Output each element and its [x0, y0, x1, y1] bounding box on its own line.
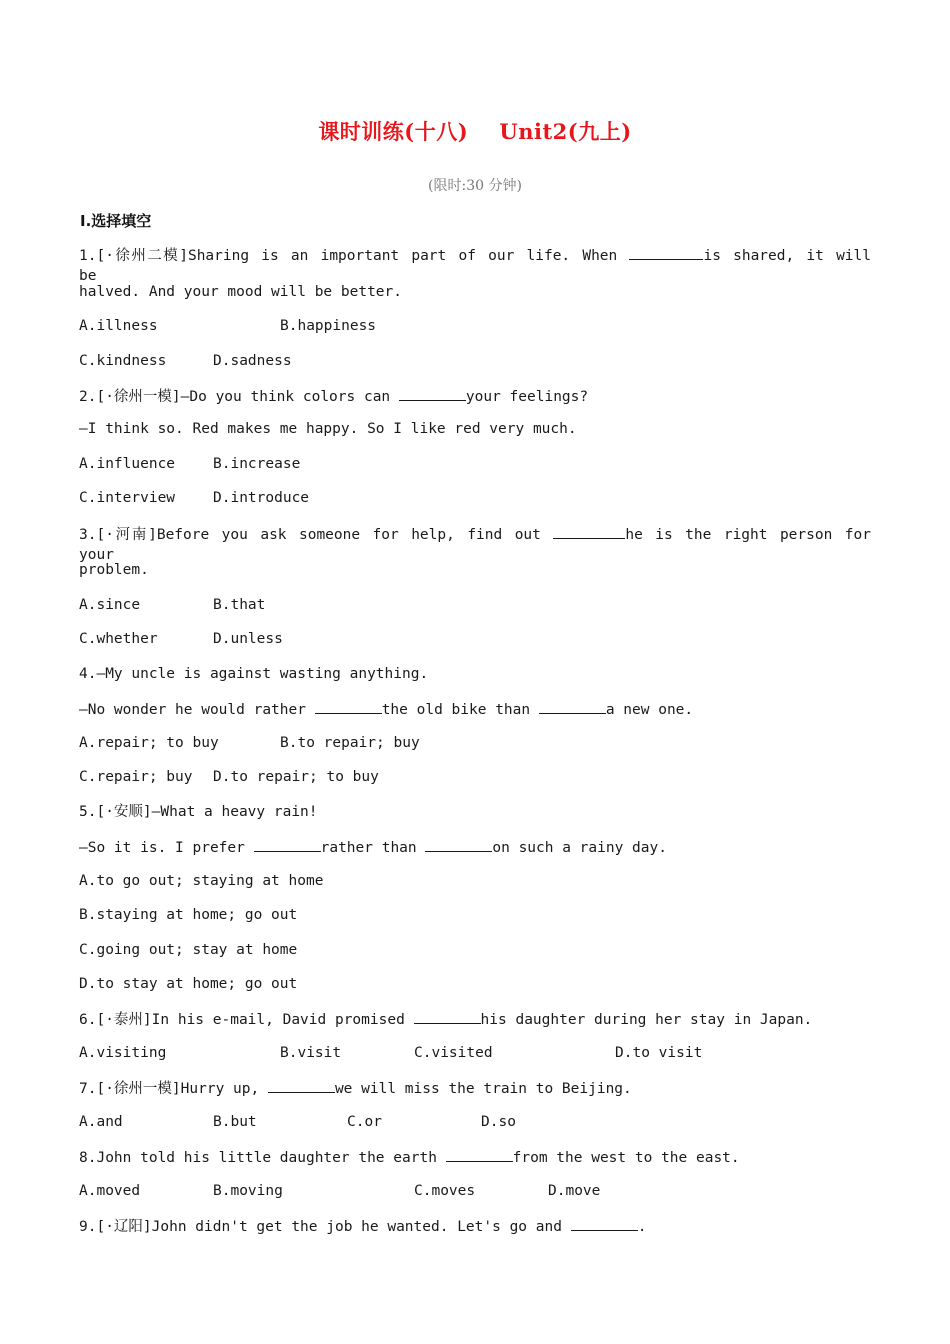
option-c[interactable]: C.moves	[414, 1183, 476, 1199]
option-a[interactable]: A.and	[79, 1114, 123, 1130]
question-9-line-1: 9.[·辽阳]John didn't get the job he wanted. Let's go and .	[79, 1215, 871, 1237]
answer-blank	[446, 1146, 513, 1162]
option-d[interactable]: D.move	[548, 1183, 601, 1199]
option-d[interactable]: D.to repair; to buy	[213, 769, 379, 785]
question-4-line-2: —No wonder he would rather the old bike than a new one.	[79, 698, 871, 720]
time-limit: (限时:30 分钟)	[428, 178, 522, 194]
answer-blank	[414, 1008, 481, 1024]
answer-blank	[553, 523, 625, 539]
option-a[interactable]: A.repair; to buy	[79, 735, 219, 751]
option-a[interactable]: A.influence	[79, 456, 176, 472]
answer-blank	[539, 698, 606, 714]
option-d[interactable]: D.introduce	[213, 490, 310, 506]
question-3-line-2: problem.	[79, 562, 149, 578]
option-a[interactable]: A.to go out; staying at home	[79, 873, 324, 889]
option-b[interactable]: B.happiness	[280, 318, 377, 334]
answer-blank	[315, 698, 382, 714]
question-3-line-1: 3.[·河南]Before you ask someone for help, find out he is the right person for your	[79, 523, 871, 565]
answer-blank	[268, 1077, 335, 1093]
question-8-line-1: 8.John told his little daughter the earth from the west to the east.	[79, 1146, 871, 1168]
question-3-options-ab	[79, 595, 871, 615]
answer-blank	[571, 1215, 638, 1231]
question-6-line-1: 6.[·泰州]In his e-mail, David promised his daughter during her stay in Japan.	[79, 1008, 871, 1030]
question-2-line-1: 2.[·徐州一模]—Do you think colors can your feelings?	[79, 385, 871, 407]
question-5-line-2: —So it is. I prefer rather than on such a rainy day.	[79, 836, 871, 858]
question-4-line-1: 4.—My uncle is against wasting anything.	[79, 666, 429, 682]
page-title: 课时训练(十八) Unit2(九上)	[318, 119, 632, 144]
option-c[interactable]: C.interview	[79, 490, 176, 506]
option-d[interactable]: D.to visit	[615, 1045, 703, 1061]
question-4-options-cd	[79, 767, 871, 787]
question-1-line-1: 1.[·徐州二模]Sharing is an important part of our life. When is shared, it will be	[79, 244, 871, 286]
option-a[interactable]: A.visiting	[79, 1045, 167, 1061]
question-4-options-ab	[79, 733, 871, 753]
option-d[interactable]: D.sadness	[213, 353, 292, 369]
answer-blank	[399, 385, 466, 401]
question-8-options	[79, 1181, 871, 1201]
section-heading: Ⅰ.选择填空	[80, 212, 152, 230]
option-c[interactable]: C.repair; buy	[79, 769, 193, 785]
question-1-options-cd	[79, 351, 871, 371]
option-b[interactable]: B.moving	[213, 1183, 283, 1199]
answer-blank	[425, 836, 492, 852]
option-c[interactable]: C.going out; stay at home	[79, 942, 298, 958]
answer-blank	[629, 244, 703, 260]
option-a[interactable]: A.moved	[79, 1183, 141, 1199]
option-b[interactable]: B.visit	[280, 1045, 342, 1061]
option-c[interactable]: C.visited	[414, 1045, 493, 1061]
question-1-options-ab	[79, 316, 871, 336]
option-a[interactable]: A.since	[79, 597, 141, 613]
option-b[interactable]: B.staying at home; go out	[79, 907, 298, 923]
question-2-options-ab	[79, 454, 871, 474]
option-d[interactable]: D.to stay at home; go out	[79, 976, 298, 992]
option-c[interactable]: C.whether	[79, 631, 158, 647]
question-6-options	[79, 1043, 871, 1063]
option-c[interactable]: C.or	[347, 1114, 382, 1130]
option-d[interactable]: D.unless	[213, 631, 283, 647]
option-b[interactable]: B.that	[213, 597, 266, 613]
question-1-line-2: halved. And your mood will be better.	[79, 284, 403, 300]
question-3-options-cd	[79, 629, 871, 649]
question-7-options	[79, 1112, 871, 1132]
question-5-line-1: 5.[·安顺]—What a heavy rain!	[79, 804, 318, 820]
option-c[interactable]: C.kindness	[79, 353, 167, 369]
option-a[interactable]: A.illness	[79, 318, 158, 334]
answer-blank	[254, 836, 321, 852]
question-2-options-cd	[79, 488, 871, 508]
option-b[interactable]: B.but	[213, 1114, 257, 1130]
option-b[interactable]: B.to repair; buy	[280, 735, 420, 751]
option-b[interactable]: B.increase	[213, 456, 301, 472]
question-7-line-1: 7.[·徐州一模]Hurry up, we will miss the train to Beijing.	[79, 1077, 871, 1099]
question-2-line-2: —I think so. Red makes me happy. So I like red very much.	[79, 421, 577, 437]
option-d[interactable]: D.so	[481, 1114, 516, 1130]
